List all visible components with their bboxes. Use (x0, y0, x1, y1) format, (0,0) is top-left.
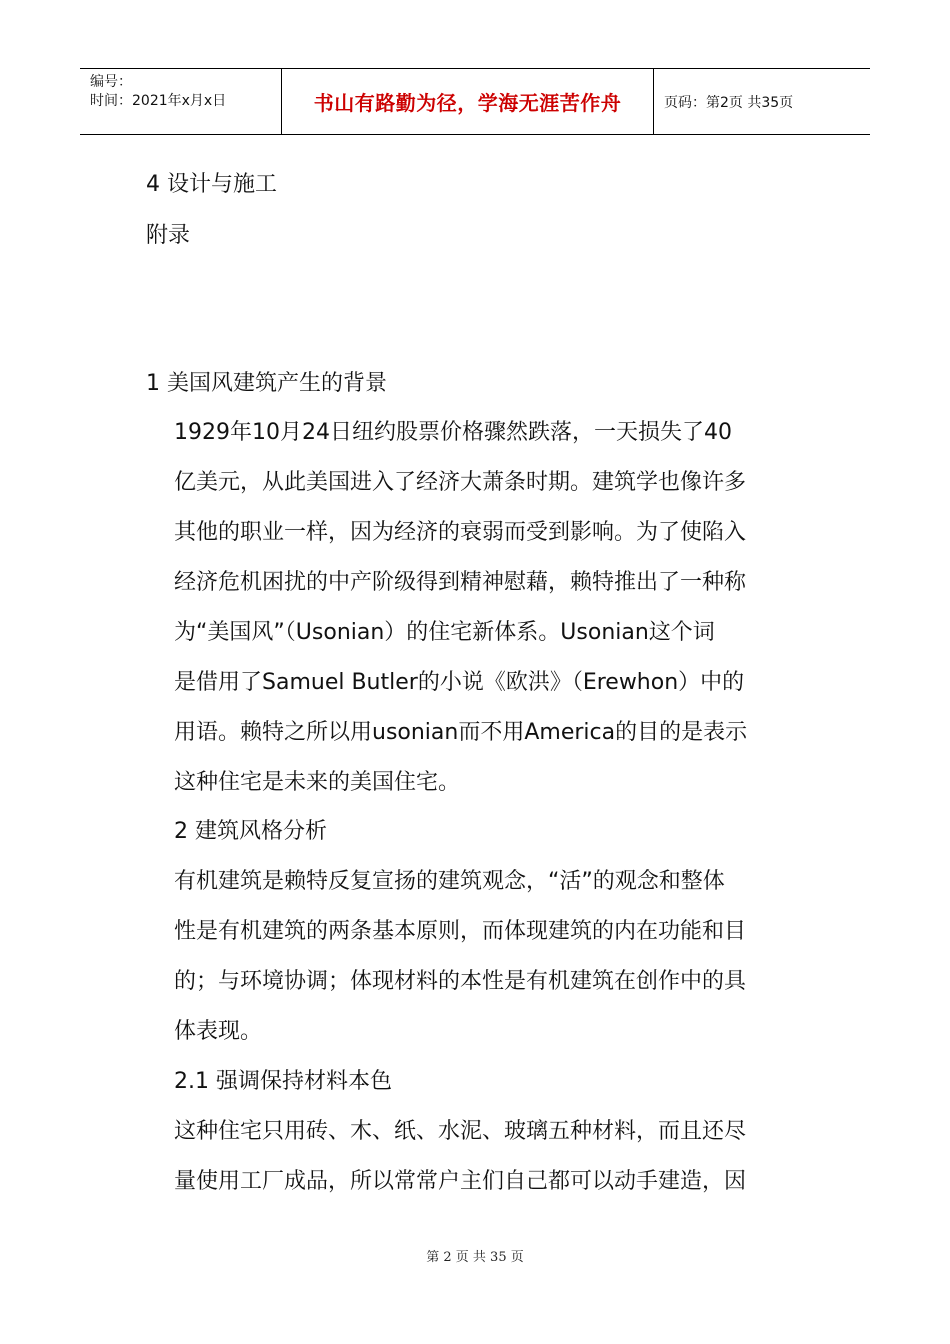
paragraph-line: 有机建筑是赖特反复宣扬的建筑观念，“活”的观念和整体 (174, 869, 725, 894)
toc-item-4: 4 设计与施工 (146, 172, 277, 197)
document-number: 编号： (90, 74, 132, 90)
header-page-info: 页码：第2页 共35页 (664, 94, 794, 111)
toc-appendix: 附录 (146, 223, 191, 248)
paragraph-line: 为“美国风”（Usonian）的住宅新体系。Usonian这个词 (174, 620, 715, 645)
document-time: 时间：2021年x月x日 (90, 93, 227, 109)
section-2-heading: 2 建筑风格分析 (174, 819, 327, 844)
header-motto: 书山有路勤为径，学海无涯苦作舟 (282, 69, 654, 134)
paragraph-line: 的；与环境协调；体现材料的本性是有机建筑在创作中的具 (174, 969, 747, 994)
paragraph-line: 这种住宅只用砖、木、纸、水泥、玻璃五种材料，而且还尽 (174, 1119, 747, 1144)
paragraph-line: 用语。赖特之所以用usonian而不用America的目的是表示 (174, 720, 748, 745)
paragraph-line: 是借用了Samuel Butler的小说《欧洪》（Erewhon）中的 (174, 670, 745, 695)
header-meta (80, 69, 282, 134)
paragraph-line: 量使用工厂成品，所以常常户主们自己都可以动手建造，因 (174, 1169, 747, 1194)
paragraph-line: 这种住宅是未来的美国住宅。 (174, 770, 461, 795)
paragraph-line: 体表现。 (174, 1019, 263, 1044)
page-footer: 第 2 页 共 35 页 (426, 1250, 524, 1265)
page-header (80, 68, 870, 135)
paragraph-line: 其他的职业一样，因为经济的衰弱而受到影响。为了使陷入 (174, 520, 747, 545)
paragraph-line: 1929年10月24日纽约股票价格骤然跌落，一天损失了40 (174, 420, 732, 445)
section-2-1-heading: 2.1 强调保持材料本色 (174, 1069, 392, 1094)
paragraph-line: 经济危机困扰的中产阶级得到精神慰藉，赖特推出了一种称 (174, 570, 747, 595)
paragraph-line: 性是有机建筑的两条基本原则，而体现建筑的内在功能和目 (174, 919, 747, 944)
section-1-heading: 1 美国风建筑产生的背景 (146, 371, 387, 396)
paragraph-line: 亿美元，从此美国进入了经济大萧条时期。建筑学也像许多 (174, 470, 747, 495)
